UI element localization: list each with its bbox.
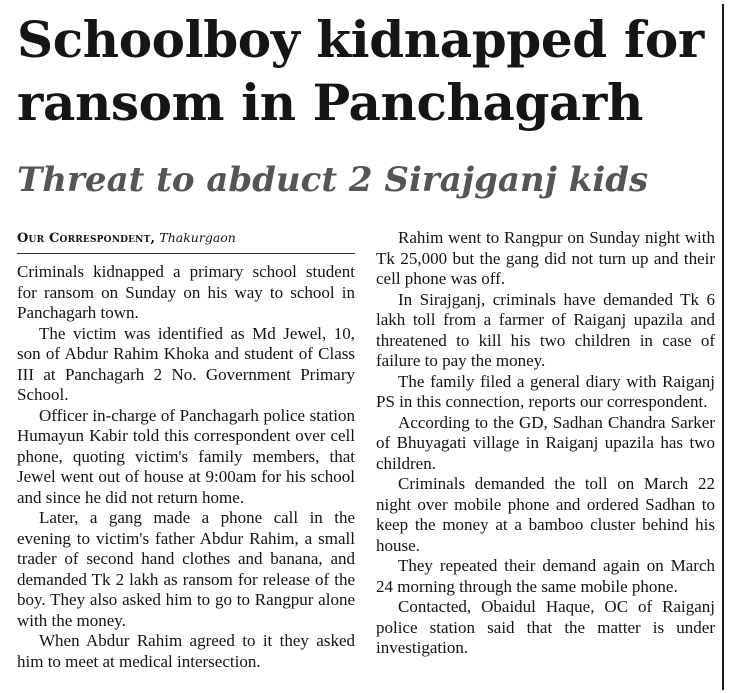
byline <box>17 228 357 249</box>
paragraph: According to the GD, Sadhan Chandra Sarker of Bhuyagati village in Raiganj upazila has two children. <box>376 412 715 473</box>
paragraph: The victim was identified as Md Jewel, 10, son of Abdur Rahim Khoka and student of Class III at Panchagarh 2 No. Government Primary School. <box>17 323 355 404</box>
paragraph: In Sirajganj, criminals have demanded Tk 6 lakh toll from a farmer of Raiganj upazila and threatened to kill his two children in case of failure to pay the money. <box>376 289 715 370</box>
column-rule <box>722 4 724 690</box>
article-column-right <box>376 228 715 659</box>
headline: Schoolboy kidnapped for ransom in Panchagarh <box>17 10 704 132</box>
paragraph: Rahim went to Rangpur on Sunday night with Tk 25,000 but the gang did not turn up and their cell phone was off. <box>376 228 715 288</box>
paragraph: The family filed a general diary with Raiganj PS in this connection, reports our correspondent. <box>376 371 715 411</box>
paragraph: They repeated their demand again on March 24 morning through the same mobile phone. <box>376 556 715 596</box>
paragraph: Criminals demanded the toll on March 22 night over mobile phone and ordered Sadhan to keep the money at a bamboo cluster behind his house. <box>376 474 715 555</box>
paragraph: Contacted, Obaidul Haque, OC of Raiganj police station said that the matter is under investigation. <box>376 597 715 657</box>
paragraph: Officer in-charge of Panchagarh police station Humayun Kabir told this correspondent over cell phone, quoting victim's family members, that Jewel went out of house at 9:00am for his school and since he did not return home. <box>17 405 355 507</box>
article-column-left <box>17 262 355 672</box>
byline-divider <box>17 253 355 254</box>
byline-location: Thakurgaon <box>159 230 236 245</box>
paragraph: When Abdur Rahim agreed to it they asked him to meet at medical intersection. <box>17 631 355 671</box>
paragraph: Later, a gang made a phone call in the evening to victim's father Abdur Rahim, a small trader of second hand clothes and banana, and demanded Tk 2 lakh as ransom for release of the boy. They also asked him to go to Rangpur alone with the money. <box>17 508 355 630</box>
subheadline: Threat to abduct 2 Sirajganj kids <box>17 160 649 200</box>
paragraph: Criminals kidnapped a primary school student for ransom on Sunday on his way to school in Panchagarh town. <box>17 262 355 322</box>
byline-author: Our Correspondent, <box>17 231 156 246</box>
